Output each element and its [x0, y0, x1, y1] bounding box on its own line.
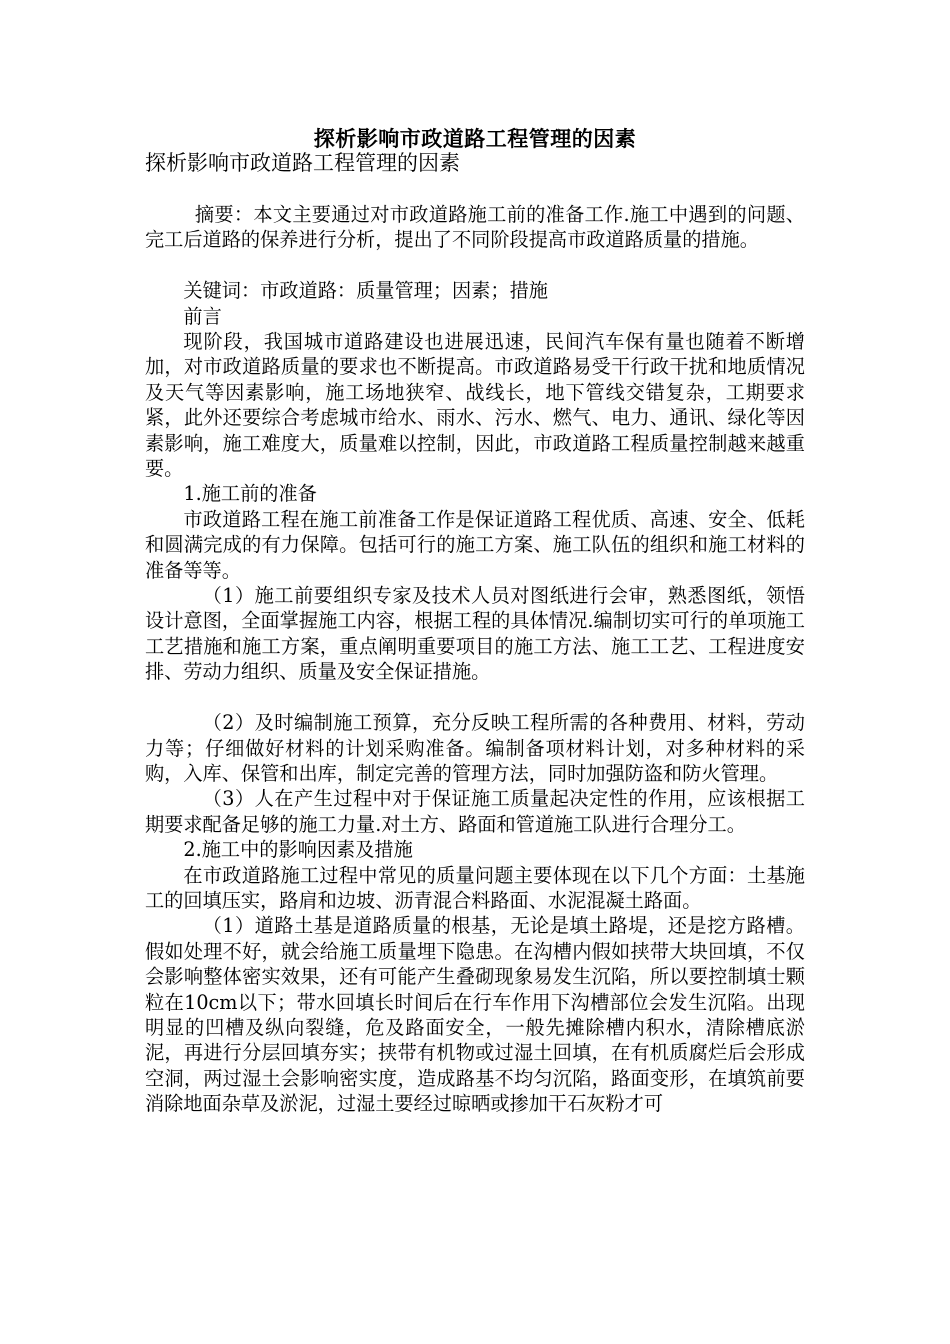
blank-line	[145, 253, 805, 278]
preface-paragraph: 现阶段，我国城市道路建设也进展迅速，民间汽车保有量也随着不断增加，对市政道路质量的要求也不断提高。市政道路易受干行政干扰和地质情况及天气等因素影响，施工场地狭窄、战线长，地下管线交错复杂，工期要求紧，此外还要综合考虑城市给水、雨水、污水、燃气、电力、通讯、绿化等因素影响，施工难度大，质量难以控制，因此，市政道路工程质量控制越来越重要。	[145, 330, 805, 481]
document-body	[145, 202, 805, 1117]
section1-intro-paragraph: 市政道路工程在施工前准备工作是保证道路工程优质、高速、安全、低耗和圆满完成的有力保障。包括可行的施工方案、施工队伍的组织和施工材料的准备等等。	[145, 507, 805, 582]
section2-heading: 2.施工中的影响因素及措施	[183, 838, 413, 862]
blank-line	[145, 685, 805, 710]
abstract-paragraph: 摘要：本文主要通过对市政道路施工前的准备工作.施工中遇到的问题、完工后道路的保养进行分析，提出了不同阶段提高市政道路质量的措施。	[145, 203, 805, 252]
keywords-paragraph: 关键词：市政道路：质量管理；因素；措施	[183, 279, 548, 303]
section1-item1-paragraph: （1）施工前要组织专家及技术人员对图纸进行会审，熟悉图纸，领悟设计意图，全面掌握施工内容，根据工程的具体情况.编制切实可行的单项施工工艺措施和施工方案，重点阐明重要项目的施工方法、施工工艺、工程进度安排、劳动力组织、质量及安全保证措施。	[145, 584, 805, 684]
document-title: 探析影响市政道路工程管理的因素	[313, 126, 637, 151]
section1-item2-paragraph: （2）及时编制施工预算，充分反映工程所需的各种费用、材料，劳动力等；仔细做好材料的计划采购准备。编制备项材料计划，对多种材料的采购，入库、保管和出库，制定完善的管理方法，同时加强防盗和防火管理。	[145, 711, 805, 785]
section2-intro-paragraph: 在市政道路施工过程中常见的质量问题主要体现在以下几个方面：土基施工的回填压实，路肩和边坡、沥青混合料路面、水泥混凝土路面。	[145, 863, 805, 912]
section1-heading: 1.施工前的准备	[183, 482, 317, 506]
section1-item3-paragraph: （3）人在产生过程中对于保证施工质量起决定性的作用，应该根据工期要求配备足够的施工力量.对土方、路面和管道施工队进行合理分工。	[145, 787, 805, 836]
section2-item1-paragraph: （1）道路土基是道路质量的根基，无论是填土路堤，还是挖方路槽。假如处理不好，就会给施工质量埋下隐患。在沟槽内假如挟带大块回填，不仅会影响整体密实效果，还有可能产生叠砌现象易发生沉陷，所以要控制填士颗粒在10cm以下；带水回填长时间后在行车作用下沟槽部位会发生沉陷。出现明显的凹槽及纵向裂缝，危及路面安全，一般先摊除槽内积水，清除槽底淤泥，再进行分层回填夯实；挟带有机物或过湿土回填，在有机质腐烂后会形成空洞，两过湿土会影响密实度，造成路基不均匀沉陷，路面变形，在填筑前要消除地面杂草及淤泥，过湿土要经过晾晒或掺加干石灰粉才可	[145, 914, 805, 1116]
document-subtitle: 探析影响市政道路工程管理的因素	[145, 151, 460, 175]
preface-heading: 前言	[183, 304, 222, 328]
